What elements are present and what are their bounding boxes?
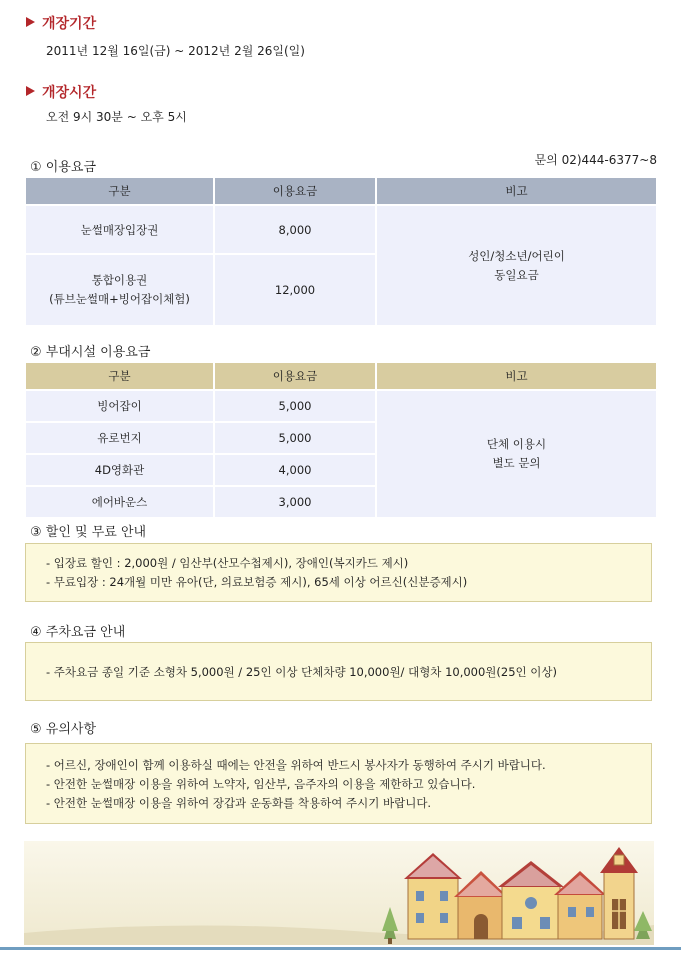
column-header: 이용요금 <box>215 363 375 389</box>
discount-line: - 무료입장 : 24개월 미만 유아(단, 의료보험증 제시), 65세 이상 어르신(신분증제시) <box>46 575 468 589</box>
discount-heading: ③ 할인 및 무료 안내 <box>30 525 147 540</box>
column-header: 비고 <box>377 363 656 389</box>
table-header-row <box>26 178 656 204</box>
period-text: 2011년 12월 16일(금) ~ 2012년 2월 26일(일) <box>46 44 305 58</box>
row-price: 4,000 <box>215 455 375 485</box>
fees-table <box>24 176 658 327</box>
row-price: 12,000 <box>215 255 375 325</box>
notice-line: - 어르신, 장애인이 함께 이용하실 때에는 안전을 위하여 반드시 봉사자가 동행하여 주시기 바랍니다. <box>46 758 546 772</box>
extra-heading: ② 부대시설 이용요금 <box>30 345 151 360</box>
table-row <box>26 391 656 421</box>
period-heading: 개장기간 <box>26 13 96 33</box>
village-illustration <box>24 841 654 945</box>
hours-text: 오전 9시 30분 ~ 오후 5시 <box>46 110 187 124</box>
row-price: 3,000 <box>215 487 375 517</box>
notice-box <box>25 743 652 824</box>
row-price: 8,000 <box>215 206 375 253</box>
bottom-divider <box>0 947 681 950</box>
column-header: 구분 <box>26 178 213 204</box>
notice-line: - 안전한 눈썰매장 이용을 위하여 노약자, 임산부, 음주자의 이용을 제한하고 있습니다. <box>46 777 476 791</box>
column-header: 이용요금 <box>215 178 375 204</box>
discount-box <box>25 543 652 602</box>
row-note: 성인/청소년/어린이 동일요금 <box>377 206 656 325</box>
contact-info: 문의 02)444-6377~8 <box>534 153 657 167</box>
table-row <box>26 206 656 253</box>
row-price: 5,000 <box>215 423 375 453</box>
triangle-icon <box>26 17 35 27</box>
parking-box <box>25 642 652 701</box>
row-note: 단체 이용시 별도 문의 <box>377 391 656 517</box>
row-name: 눈썰매장입장권 <box>26 206 213 253</box>
row-name: 통합이용권 (튜브눈썰매+빙어잡이체험) <box>26 255 213 325</box>
extra-table <box>24 361 658 519</box>
triangle-icon <box>26 86 35 96</box>
row-name: 에어바운스 <box>26 487 213 517</box>
notice-line: - 안전한 눈썰매장 이용을 위하여 장갑과 운동화를 착용하여 주시기 바랍니다. <box>46 796 432 810</box>
discount-line: - 입장료 할인 : 2,000원 / 임산부(산모수첩제시), 장애인(복지카드 제시) <box>46 556 409 570</box>
tree-icon <box>382 907 398 944</box>
winter-village-banner <box>24 841 654 945</box>
hours-heading: 개장시간 <box>26 82 96 102</box>
row-price: 5,000 <box>215 391 375 421</box>
parking-line: - 주차요금 종일 기준 소형차 5,000원 / 25인 이상 단체차량 10,000원/ 대형차 10,000원(25인 이상) <box>46 665 557 679</box>
parking-heading: ④ 주차요금 안내 <box>30 625 126 640</box>
column-header: 구분 <box>26 363 213 389</box>
row-name: 빙어잡이 <box>26 391 213 421</box>
row-name: 유로번지 <box>26 423 213 453</box>
column-header: 비고 <box>377 178 656 204</box>
fees-heading: ① 이용요금 <box>30 160 97 175</box>
notice-heading: ⑤ 유의사항 <box>30 722 97 737</box>
row-name: 4D영화관 <box>26 455 213 485</box>
table-header-row <box>26 363 656 389</box>
